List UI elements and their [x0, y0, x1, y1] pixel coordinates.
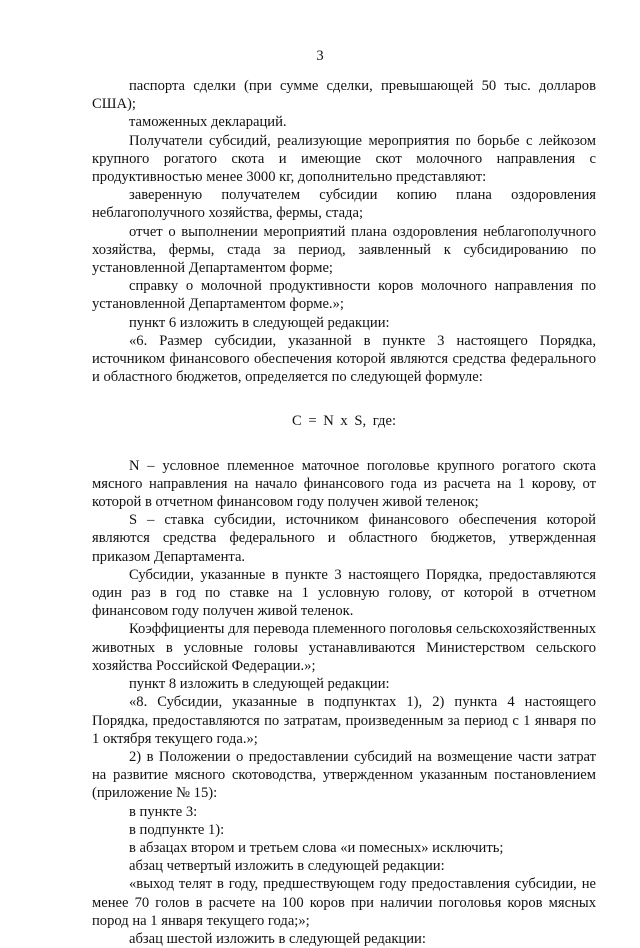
paragraph: в пункте 3: [129, 803, 198, 820]
formula: С = N x S, где: [291, 413, 397, 430]
page-number: 3 [316, 48, 324, 64]
paragraph: S – ставка субсидии, источником финансового обеспечения которой являются средства федерального и областного бюджетов, утвержденная приказом Департамента. [92, 512, 596, 565]
paragraph: в подпункте 1): [129, 821, 225, 838]
document-body [92, 77, 596, 948]
paragraph: заверенную получателем субсидии копию плана оздоровления неблагополучного хозяйства, фермы, стада; [92, 187, 596, 222]
paragraph: отчет о выполнении мероприятий плана оздоровления неблагополучного хозяйства, фермы, стада за период, заявленный к субсидированию по установленной Департаментом форме; [92, 223, 596, 277]
paragraph: Субсидии, указанные в пункте 3 настоящего Порядка, предоставляются один раз в год по ставке на 1 условную голову, от которой в отчетном финансовом году получен живой теленок. [92, 566, 596, 620]
paragraph: «6. Размер субсидии, указанной в пункте 3 настоящего Порядка, источником финансового обеспечения которой являются средства федерального и областного бюджетов, определяется по следующей формуле: [92, 332, 596, 386]
paragraph: справку о молочной продуктивности коров молочного направления по установленной Департаментом форме.»; [92, 278, 596, 313]
paragraph: паспорта сделки (при сумме сделки, превышающей 50 тыс. долларов США); [92, 78, 596, 113]
paragraph: абзац четвертый изложить в следующей редакции: [129, 858, 445, 875]
paragraph: «8. Субсидии, указанные в подпунктах 1), 2) пункта 4 настоящего Порядка, предоставляются по затратам, произведенным за период с 1 января по 1 октября текущего года.»; [92, 694, 596, 747]
paragraph: Получатели субсидий, реализующие мероприятия по борьбе с лейкозом крупного рогатого скота и имеющие скот молочного направления с продуктивностью менее 3000 кг, дополнительно представляют: [92, 132, 596, 186]
paragraph: пункт 8 изложить в следующей редакции: [129, 676, 390, 693]
paragraph: N – условное племенное маточное поголовье крупного рогатого скота мясного направления на начало финансового года из расчета на 1 корову, от которой в отчетном финансовом году получен живой теленок; [92, 457, 596, 511]
paragraph: «выход телят в году, предшествующем году предоставления субсидии, не менее 70 голов в расчете на 100 коров при наличии поголовья коров мясных пород на 1 января текущего года;»; [92, 876, 596, 929]
paragraph: в абзацах втором и третьем слова «и помесных» исключить; [129, 839, 504, 856]
paragraph: абзац шестой изложить в следующей редакции: [129, 930, 426, 947]
paragraph: таможенных деклараций. [129, 114, 287, 131]
paragraph: пункт 6 изложить в следующей редакции: [129, 314, 390, 331]
paragraph: 2) в Положении о предоставлении субсидий на возмещение части затрат на развитие мясного скотоводства, утвержденном указанным постановлением (приложение № 15): [92, 748, 596, 802]
paragraph: Коэффициенты для перевода племенного поголовья сельскохозяйственных животных в условные головы устанавливаются Министерством сельского хозяйства Российской Федерации.»; [92, 621, 596, 674]
